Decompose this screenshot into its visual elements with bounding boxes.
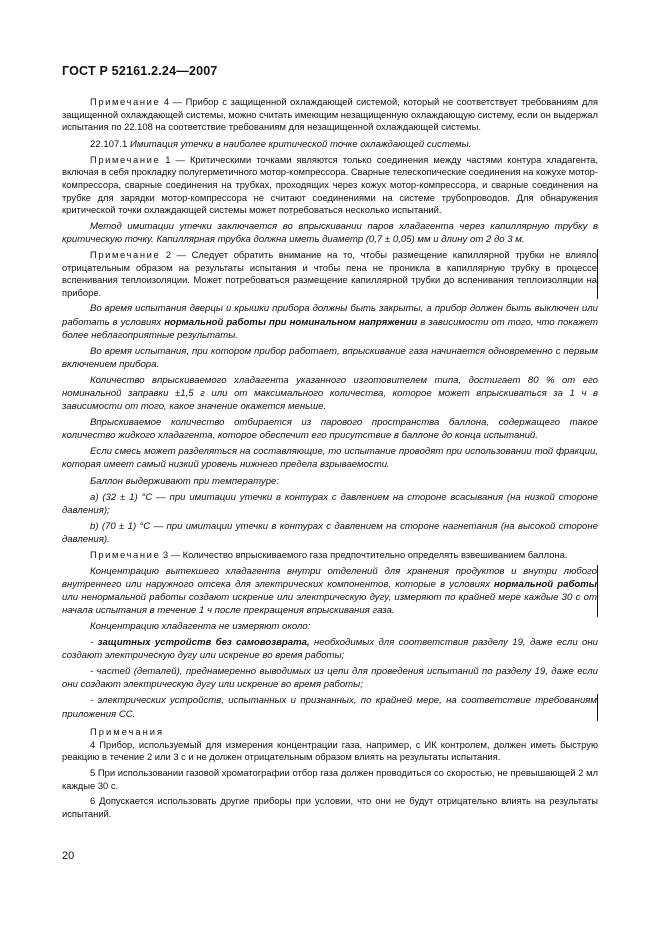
emphasis-text: защитных устройств без самовозврата,: [97, 637, 310, 649]
body-paragraph: [62, 445, 598, 471]
paragraph-text: необходимых для соответствия разделу 19, даже если они создают электрическую дугу или искрение во время работы;: [62, 637, 598, 662]
paragraph-text: 2 — Следует обратить внимание на то, чтобы размещение капиллярной трубки не влияло отрицательным образом на результаты испытания и чтобы пена не проникла в капиллярную трубку в процессе вспенивания теплоизоляции. Может потребоваться размещение капиллярной трубки до вспенивания теплоизоляции на приборе.: [62, 249, 597, 298]
paragraph-text: Впрыскиваемое количество отбирается из парового пространства баллона, содержащего такое количество жидкого хладагента, которое обеспечит его присутствие в баллоне до конца испытаний.: [62, 417, 598, 442]
body-paragraph: [62, 491, 598, 517]
paragraph-text: 3 — Количество впрыскиваемого газа предпочтительно определять взвешиванием баллона.: [160, 549, 568, 560]
emphasis-text: нормальной работы при номинальном напряжении: [164, 316, 418, 328]
body-paragraph: [62, 565, 598, 617]
paragraph-text: Во время испытания дверцы и крышки прибора должны быть закрыты, а прибор должен быть выключен или работать в условиях: [62, 303, 598, 328]
body-paragraph: [62, 636, 598, 662]
body-paragraph: [62, 374, 598, 413]
paragraph-text: Если смесь может разделяться на составляющие, то испытание проводят при использовании той фракции, которая имеет самый низкий уровень нижнего предела взрываемости.: [62, 446, 598, 471]
note-paragraph: [62, 249, 598, 299]
notes-heading-text: Примечания: [90, 725, 165, 737]
paragraph-text: b) (70 ± 1) °С — при имитации утечки в контурах с давлением на стороне нагнетания (на высокой стороне давления).: [62, 520, 598, 545]
note-paragraph: [62, 96, 598, 134]
paragraph-text: в зависимости от того, что покажет более неблагоприятные результаты.: [62, 316, 598, 341]
paragraph-text: Во время испытания, при котором прибор работает, впрыскивание газа начинается одновременно с первым включением прибора.: [62, 345, 598, 370]
note-label: Примечание: [90, 549, 161, 560]
body-paragraph: [62, 520, 598, 546]
paragraph-text: 4 — Прибор с защищенной охлаждающей системой, который не соответствует требованиям для защищенной охлаждающей системы, можно считать имеющим незащищенную охлаждающую систему, если он выдержал испытания по 22.108 на соответствие требованиям для незащищенной охлаждающей системы.: [62, 96, 598, 133]
paragraph-text: а) (32 ± 1) °С — при имитации утечки в контурах с давлением на стороне всасывания (на низкой стороне давления);: [62, 491, 598, 516]
note-paragraph: [62, 154, 598, 217]
body-paragraph: [62, 416, 598, 442]
body-paragraph: [62, 345, 598, 371]
body-paragraph: [62, 694, 598, 720]
section-title: Имитация утечки в наиболее критической точке охлаждающей системы.: [130, 138, 472, 150]
note-label: Примечание: [90, 153, 161, 165]
body-paragraph: [62, 302, 598, 341]
document-header: ГОСТ Р 52161.2.24—2007: [62, 64, 218, 78]
page-number: 20: [62, 850, 75, 862]
note-item: 6 Допускается использовать другие приборы при условии, что они не будут отрицательно влиять на результаты испытаний.: [62, 795, 598, 819]
note-item: 4 Прибор, используемый для измерения концентрации газа, например, с ИК контролем, должен иметь быструю реакцию в течение 2 или 3 с и не должен отрицательным образом влиять на результаты испытания.: [62, 738, 598, 763]
document-body: [62, 96, 598, 823]
note-label: Примечание: [90, 96, 161, 107]
body-paragraph: [62, 475, 598, 488]
paragraph-text: Концентрацию вытекшего хладагента внутри отделений для хранения продуктов и внутри любого внутреннего или наружного отсека для электрических компонентов, которые в условиях: [62, 565, 597, 590]
emphasis-text: нормальной работы: [494, 578, 597, 590]
paragraph-text: - электрических устройств, испытанных и признанных, по крайней мере, на соответствие требованиям приложения СС.: [62, 695, 597, 720]
body-paragraph: [62, 620, 598, 633]
paragraph-text: или ненормальной работы создают искрение или электрическую дугу, измеряют по крайней мере каждые 30 с от начала испытания в течение 1 ч после прекращения впрыскивания газа.: [62, 591, 597, 616]
paragraph-text: 1 — Критическими точками являются только соединения между частями контура хладагента, включая в себя прокладку полугерметичного мотор-компрессора. Сварные телескопические соединения на кожухе мотор-компрессора, сварные соединения на трубках, проходящих через кожух мотор-компрессора, и сварные соединения на трубке для зарядки мотор-компрессора не считают соединениями на системе трубопроводов. Для обнаружения критической точки охлаждающей системы может потребоваться несколько испытаний.: [62, 153, 598, 216]
note-paragraph: [62, 549, 598, 562]
note-item: 5 При использовании газовой хроматографии отбор газа должен проводиться со скоростью, не превышающей 2 мл каждые 30 с.: [62, 766, 598, 791]
body-paragraph: [62, 138, 598, 151]
paragraph-text: -: [90, 637, 98, 649]
paragraph-text: Количество впрыскиваемого хладагента указанного изготовителем типа, достигает 80 % от его номинальной заправки ±1,5 г или от максимального количества, которое может впрыскиваться за 1 ч в зависимости от того, какое значение окажется меньше.: [62, 374, 598, 413]
note-label: Примечание: [90, 249, 161, 261]
body-paragraph: [62, 665, 598, 691]
paragraph-text: Баллон выдерживают при температуре:: [90, 475, 280, 487]
paragraph-text: 22.107.1: [90, 138, 131, 150]
paragraph-text: - частей (деталей), преднамеренно выводимых из цепи для проведения испытаний по разделу 19, даже если они создают электрическую дугу или искрение во время работы;: [62, 666, 598, 691]
notes-heading: [62, 725, 598, 738]
body-paragraph: [62, 220, 598, 246]
paragraph-text: Метод имитации утечки заключается во впрыскивании паров хладагента через капиллярную трубку в критическую точку. Капиллярная трубка должна иметь диаметр (0,7 ± 0,05) мм и длину от 2 до 3 м.: [62, 220, 598, 245]
paragraph-text: Концентрацию хладагента не измеряют около:: [90, 620, 311, 632]
